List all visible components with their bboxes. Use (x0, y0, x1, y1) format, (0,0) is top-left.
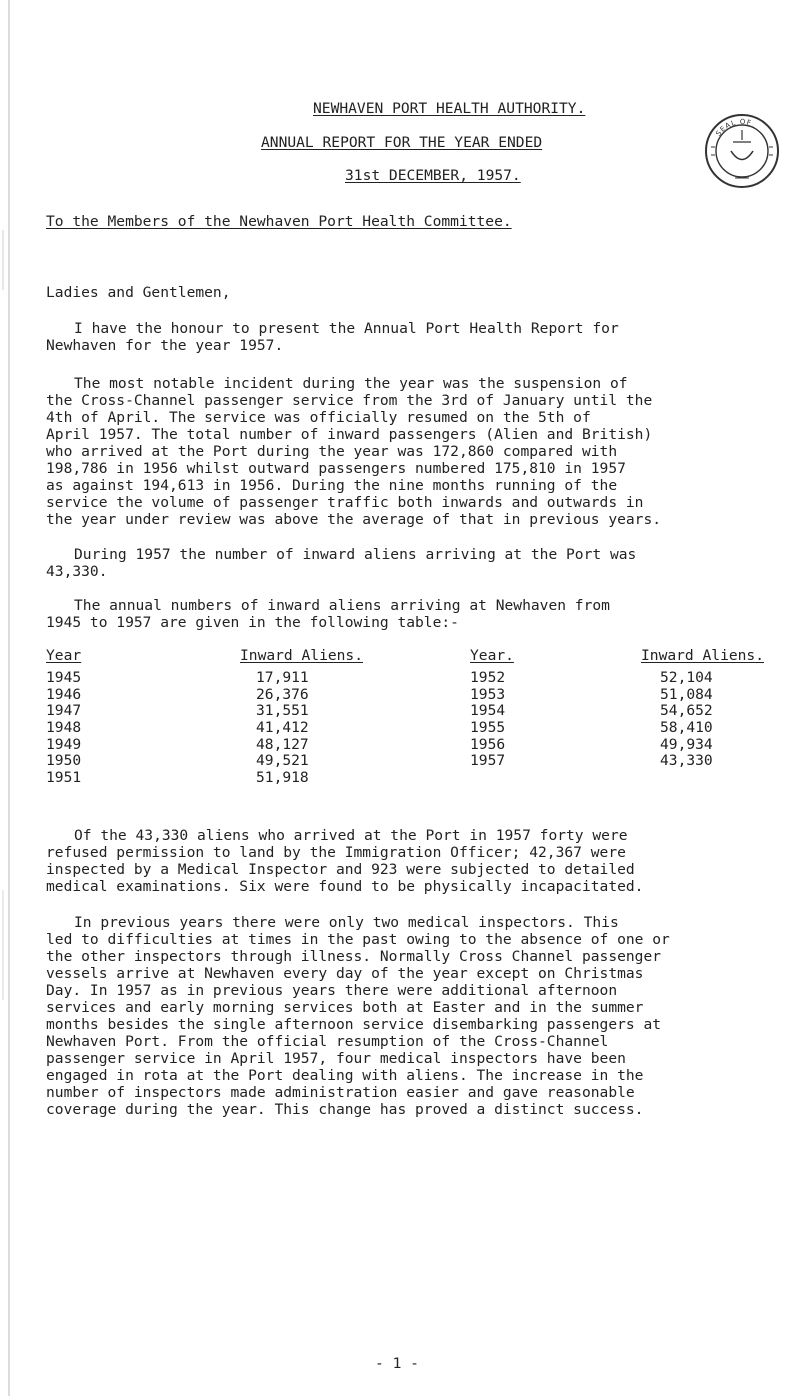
table-cell: 26,376 (256, 685, 309, 703)
paragraph-refused (46, 827, 781, 895)
table-cell: 1945 (46, 669, 82, 686)
table-cell: 48,127 (256, 735, 309, 753)
paragraph-line: refused permission to land by the Immigration Officer; 42,367 were (46, 844, 626, 861)
salutation: Ladies and Gentlemen, (46, 284, 231, 301)
page-edge-shadow (0, 0, 14, 1396)
table-cell: 1954 (470, 702, 506, 720)
borough-seal-icon (703, 112, 781, 190)
paragraph-line: services and early morning services both at Easter and in the summer (46, 999, 644, 1016)
paragraph-line: passenger service in April 1957, four medical inspectors have been (46, 1050, 626, 1067)
table-header-aliens-2: Inward Aliens. (641, 647, 765, 664)
paragraph-line: months besides the single afternoon service disembarking passengers at (46, 1016, 662, 1033)
report-title: ANNUAL REPORT FOR THE YEAR ENDED (261, 134, 543, 151)
table-cell: 49,521 (256, 752, 309, 770)
paragraph-line: Of the 43,330 aliens who arrived at the Port in 1957 forty were (74, 827, 628, 844)
table-cell: 1951 (46, 769, 82, 787)
table-cell: 1950 (46, 752, 82, 770)
paragraph-line: inspected by a Medical Inspector and 923 were subjected to detailed (46, 861, 635, 878)
table-cell: 1953 (470, 685, 506, 703)
table-cell: 1955 (470, 719, 506, 737)
paragraph-inspectors (46, 914, 781, 1118)
paragraph-table-intro (46, 597, 781, 631)
authority-heading: NEWHAVEN PORT HEALTH AUTHORITY. (313, 100, 586, 117)
table-header-year: Year (46, 647, 82, 664)
table-cell: 51,084 (660, 685, 713, 703)
paragraph-line: April 1957. The total number of inward passengers (Alien and British) (46, 426, 653, 443)
table-column-year (46, 647, 81, 786)
paragraph-line: led to difficulties at times in the past owing to the absence of one or (46, 931, 670, 948)
table-cell: 1947 (46, 702, 82, 720)
table-cell: 1952 (470, 669, 506, 686)
paragraph-line: engaged in rota at the Port dealing with aliens. The increase in the (46, 1067, 644, 1084)
table-column-aliens-values (256, 647, 309, 786)
table-header-aliens: Inward Aliens. (240, 647, 364, 664)
table-cell: 52,104 (660, 669, 713, 686)
paragraph-line: 1945 to 1957 are given in the following table:- (46, 614, 459, 631)
paragraph-aliens-total (46, 546, 781, 580)
paragraph-line: 198,786 in 1956 whilst outward passengers numbered 175,810 in 1957 (46, 460, 626, 477)
addressee-line: To the Members of the Newhaven Port Health Committee. (46, 213, 512, 230)
paragraph-line: 43,330. (46, 563, 108, 580)
paragraph-line: Day. In 1957 as in previous years there were additional afternoon (46, 982, 618, 999)
table-cell: 1946 (46, 685, 82, 703)
table-header-year-2: Year. (470, 647, 514, 664)
paragraph-line: The most notable incident during the year was the suspension of (74, 375, 628, 392)
paragraph-line: service the volume of passenger traffic both inwards and outwards in (46, 494, 644, 511)
paragraph-line: the year under review was above the average of that in previous years. (46, 511, 662, 528)
paragraph-line: I have the honour to present the Annual Port Health Report for (74, 320, 619, 337)
table-cell: 49,934 (660, 735, 713, 753)
paragraph-line: The annual numbers of inward aliens arriving at Newhaven from (74, 597, 610, 614)
paragraph-line: Newhaven for the year 1957. (46, 337, 284, 354)
paragraph-line: In previous years there were only two medical inspectors. This (74, 914, 619, 931)
table-cell: 1957 (470, 752, 506, 770)
paragraph-line: During 1957 the number of inward aliens arriving at the Port was (74, 546, 637, 563)
paragraph-line: who arrived at the Port during the year was 172,860 compared with (46, 443, 618, 460)
table-cell: 51,918 (256, 769, 309, 787)
svg-text:SEAL OF: SEAL OF (714, 117, 753, 138)
paragraph-line: coverage during the year. This change has proved a distinct success. (46, 1101, 644, 1118)
paragraph-line: the Cross-Channel passenger service from the 3rd of January until the (46, 392, 653, 409)
table-cell: 43,330 (660, 752, 713, 770)
report-date: 31st DECEMBER, 1957. (345, 167, 521, 184)
paragraph-line: 4th of April. The service was officially resumed on the 5th of (46, 409, 591, 426)
table-cell: 58,410 (660, 719, 713, 737)
table-cell: 1949 (46, 735, 82, 753)
paragraph-line: the other inspectors through illness. Normally Cross Channel passenger (46, 948, 662, 965)
table-cell: 31,551 (256, 702, 309, 720)
table-cell: 41,412 (256, 719, 309, 737)
table-cell: 54,652 (660, 702, 713, 720)
page-number: - 1 - (375, 1355, 419, 1372)
table-column-year-2 (470, 647, 514, 769)
paragraph-line: vessels arrive at Newhaven every day of the year except on Christmas (46, 965, 644, 982)
paragraph-line: number of inspectors made administration easier and gave reasonable (46, 1084, 635, 1101)
paragraph-line: Newhaven Port. From the official resumption of the Cross-Channel (46, 1033, 609, 1050)
table-cell: 1956 (470, 735, 506, 753)
paragraph-intro (46, 320, 781, 354)
paragraph-suspension (46, 375, 781, 528)
table-cell: 17,911 (256, 669, 309, 686)
table-column-aliens-2-values (660, 647, 713, 769)
aliens-table (46, 647, 781, 787)
paragraph-line: medical examinations. Six were found to be physically incapacitated. (46, 878, 644, 895)
paragraph-line: as against 194,613 in 1956. During the nine months running of the (46, 477, 618, 494)
table-cell: 1948 (46, 719, 82, 737)
